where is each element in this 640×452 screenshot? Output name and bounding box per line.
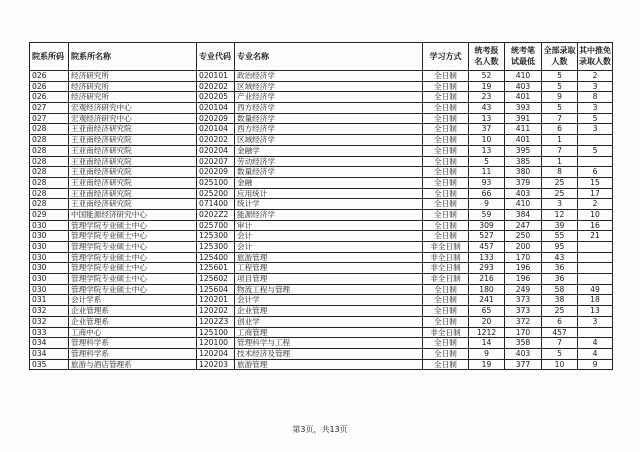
col-admitted-cell: 5 [542,348,578,359]
col-dept-code-cell: 033 [30,327,69,338]
col-applicants-cell: 43 [469,103,505,114]
col-study-mode-cell: 全日制 [423,167,469,178]
col-exempt-admitted-cell: 2 [578,199,613,210]
col-major-name-cell: 审计 [235,220,423,231]
col-exempt-admitted-cell: 8 [578,92,613,103]
col-min-score-cell: 385 [505,156,542,167]
col-major-code-cell: 020204 [197,145,235,156]
col-major-code-cell: 020104 [197,103,235,114]
col-min-score-cell: 401 [505,135,542,146]
col-admitted-cell: 43 [542,252,578,263]
col-dept-name-cell: 管理学院专业硕士中心 [69,242,197,253]
col-admitted-cell: 36 [542,274,578,285]
col-admitted-cell: 7 [542,113,578,124]
col-dept-name-cell: 旅游与酒店管理系 [69,359,197,370]
col-major-name-cell: 物流工程与管理 [235,284,423,295]
page-footer: 第3页，共13页 [292,425,348,434]
col-dept-name-cell: 经济研究所 [69,71,197,82]
col-min-score-cell: 358 [505,338,542,349]
col-applicants-cell: 52 [469,71,505,82]
table-body [30,71,613,370]
col-study-mode-cell: 全日制 [423,177,469,188]
col-dept-name-cell: 管理学院专业硕士中心 [69,263,197,274]
col-exempt-admitted-cell [578,135,613,146]
col-exempt-admitted-cell: 5 [578,113,613,124]
col-study-mode-cell: 全日制 [423,199,469,210]
col-admitted-cell: 1 [542,135,578,146]
col-dept-name-cell: 中国能源经济研究中心 [69,209,197,220]
col-dept-name-cell: 王亚南经济研究院 [69,124,197,135]
col-min-score-cell: 384 [505,209,542,220]
col-study-mode-cell: 非全日制 [423,263,469,274]
col-dept-code-cell: 028 [30,188,69,199]
header-col-dept-name: 院系所名称 [69,43,197,71]
col-exempt-admitted-cell: 3 [578,103,613,114]
col-applicants-cell: 19 [469,81,505,92]
col-dept-code-cell: 031 [30,295,69,306]
col-major-name-cell: 技术经济及管理 [235,348,423,359]
col-applicants-cell: 13 [469,145,505,156]
col-min-score-cell: 380 [505,167,542,178]
col-dept-name-cell: 会计学系 [69,295,197,306]
col-study-mode-cell: 全日制 [423,359,469,370]
col-exempt-admitted-cell [578,263,613,274]
col-min-score-cell: 379 [505,177,542,188]
table-row [30,252,613,263]
col-dept-name-cell: 王亚南经济研究院 [69,135,197,146]
col-admitted-cell: 95 [542,242,578,253]
table-row [30,306,613,317]
table-row [30,199,613,210]
col-admitted-cell: 5 [542,103,578,114]
col-dept-name-cell: 管理学院专业硕士中心 [69,284,197,295]
col-study-mode-cell: 全日制 [423,284,469,295]
col-dept-code-cell: 032 [30,306,69,317]
col-exempt-admitted-cell: 3 [578,316,613,327]
col-min-score-cell: 249 [505,284,542,295]
col-study-mode-cell: 全日制 [423,188,469,199]
col-applicants-cell: 23 [469,92,505,103]
col-min-score-cell: 196 [505,263,542,274]
col-major-code-cell: 071400 [197,199,235,210]
col-major-code-cell: 120202 [197,306,235,317]
col-exempt-admitted-cell: 3 [578,124,613,135]
col-dept-code-cell: 026 [30,71,69,82]
col-major-code-cell: 120203 [197,359,235,370]
col-major-name-cell: 数量经济学 [235,113,423,124]
col-study-mode-cell: 全日制 [423,338,469,349]
col-major-name-cell: 数量经济学 [235,167,423,178]
col-applicants-cell: 93 [469,177,505,188]
col-dept-name-cell: 宏观经济研究中心 [69,103,197,114]
col-admitted-cell: 7 [542,338,578,349]
col-min-score-cell: 393 [505,103,542,114]
header-col-study-mode: 学习方式 [423,43,469,71]
col-major-name-cell: 管理科学与工程 [235,338,423,349]
col-dept-code-cell: 034 [30,348,69,359]
col-admitted-cell: 6 [542,316,578,327]
col-dept-code-cell: 030 [30,284,69,295]
col-exempt-admitted-cell: 18 [578,295,613,306]
table-row [30,348,613,359]
col-study-mode-cell: 全日制 [423,209,469,220]
col-applicants-cell: 19 [469,359,505,370]
col-major-code-cell: 020209 [197,113,235,124]
col-admitted-cell: 3 [542,199,578,210]
col-major-code-cell: 020209 [197,167,235,178]
table-row [30,135,613,146]
col-major-name-cell: 会计学 [235,295,423,306]
col-dept-name-cell: 王亚南经济研究院 [69,199,197,210]
col-admitted-cell: 39 [542,220,578,231]
col-major-name-cell: 区域经济学 [235,81,423,92]
col-dept-code-cell: 030 [30,274,69,285]
col-dept-name-cell: 王亚南经济研究院 [69,177,197,188]
col-major-code-cell: 025700 [197,220,235,231]
col-dept-code-cell: 028 [30,135,69,146]
col-applicants-cell: 59 [469,209,505,220]
col-study-mode-cell: 全日制 [423,92,469,103]
col-exempt-admitted-cell: 15 [578,177,613,188]
col-min-score-cell: 403 [505,188,542,199]
col-major-name-cell: 金融学 [235,145,423,156]
col-admitted-cell: 8 [542,167,578,178]
col-min-score-cell: 247 [505,220,542,231]
col-study-mode-cell: 非全日制 [423,274,469,285]
col-study-mode-cell: 全日制 [423,348,469,359]
col-study-mode-cell: 全日制 [423,220,469,231]
col-major-code-cell: 120201 [197,295,235,306]
header-col-major-code: 专业代码 [197,43,235,71]
col-dept-name-cell: 管理学院专业硕士中心 [69,231,197,242]
col-exempt-admitted-cell: 21 [578,231,613,242]
table-row [30,359,613,370]
col-major-name-cell: 政治经济学 [235,71,423,82]
col-min-score-cell: 403 [505,81,542,92]
col-admitted-cell: 58 [542,284,578,295]
col-major-code-cell: 125400 [197,252,235,263]
col-major-code-cell: 020104 [197,124,235,135]
col-min-score-cell: 196 [505,274,542,285]
col-admitted-cell: 5 [542,81,578,92]
col-dept-name-cell: 宏观经济研究中心 [69,113,197,124]
col-dept-code-cell: 026 [30,81,69,92]
col-exempt-admitted-cell: 13 [578,306,613,317]
col-applicants-cell: 180 [469,284,505,295]
col-min-score-cell: 170 [505,252,542,263]
col-applicants-cell: 20 [469,316,505,327]
col-major-code-cell: 020101 [197,71,235,82]
table-row [30,242,613,253]
col-exempt-admitted-cell: 4 [578,338,613,349]
col-dept-code-cell: 027 [30,113,69,124]
table-row [30,231,613,242]
col-dept-name-cell: 王亚南经济研究院 [69,156,197,167]
table-row [30,103,613,114]
col-exempt-admitted-cell: 2 [578,71,613,82]
col-applicants-cell: 9 [469,199,505,210]
col-min-score-cell: 410 [505,71,542,82]
col-applicants-cell: 241 [469,295,505,306]
col-dept-name-cell: 王亚南经济研究院 [69,188,197,199]
col-major-code-cell: 120100 [197,338,235,349]
col-major-code-cell: 020207 [197,156,235,167]
col-dept-name-cell: 管理学院专业硕士中心 [69,274,197,285]
col-min-score-cell: 410 [505,199,542,210]
col-min-score-cell: 372 [505,316,542,327]
table-row [30,81,613,92]
col-dept-code-cell: 034 [30,338,69,349]
col-dept-code-cell: 030 [30,252,69,263]
col-min-score-cell: 373 [505,306,542,317]
col-exempt-admitted-cell: 4 [578,348,613,359]
table-row [30,71,613,82]
col-dept-code-cell: 028 [30,177,69,188]
col-major-code-cell: 025100 [197,177,235,188]
col-admitted-cell: 38 [542,295,578,306]
col-applicants-cell: 457 [469,242,505,253]
col-major-name-cell: 能源经济学 [235,209,423,220]
col-admitted-cell: 7 [542,145,578,156]
col-exempt-admitted-cell: 3 [578,81,613,92]
col-major-name-cell: 项目管理 [235,274,423,285]
col-study-mode-cell: 全日制 [423,124,469,135]
table-row [30,177,613,188]
col-study-mode-cell: 全日制 [423,306,469,317]
col-min-score-cell: 403 [505,348,542,359]
table-row [30,316,613,327]
col-min-score-cell: 250 [505,231,542,242]
col-min-score-cell: 170 [505,327,542,338]
col-dept-name-cell: 经济研究所 [69,81,197,92]
col-applicants-cell: 14 [469,338,505,349]
table-row [30,327,613,338]
col-major-code-cell: 125601 [197,263,235,274]
col-dept-name-cell: 管理学院专业硕士中心 [69,252,197,263]
col-exempt-admitted-cell: 16 [578,220,613,231]
col-min-score-cell: 401 [505,92,542,103]
col-study-mode-cell: 全日制 [423,295,469,306]
table-row [30,167,613,178]
col-admitted-cell: 1 [542,156,578,167]
col-admitted-cell: 457 [542,327,578,338]
table-row [30,156,613,167]
col-major-code-cell: 125300 [197,242,235,253]
col-major-name-cell: 产业经济学 [235,92,423,103]
col-min-score-cell: 200 [505,242,542,253]
table-row [30,263,613,274]
col-major-code-cell: 125100 [197,327,235,338]
col-admitted-cell: 25 [542,177,578,188]
col-applicants-cell: 133 [469,252,505,263]
col-major-name-cell: 区域经济学 [235,135,423,146]
col-dept-code-cell: 028 [30,167,69,178]
col-study-mode-cell: 全日制 [423,103,469,114]
col-major-name-cell: 旅游管理 [235,359,423,370]
col-major-name-cell: 旅游管理 [235,252,423,263]
col-major-name-cell: 创业学 [235,316,423,327]
col-dept-code-cell: 029 [30,209,69,220]
col-admitted-cell: 6 [542,124,578,135]
col-major-name-cell: 企业管理 [235,306,423,317]
col-major-name-cell: 应用统计 [235,188,423,199]
header-col-applicants: 统考报 名人数 [469,43,505,71]
col-exempt-admitted-cell [578,274,613,285]
col-admitted-cell: 5 [542,71,578,82]
col-admitted-cell: 25 [542,306,578,317]
col-applicants-cell: 216 [469,274,505,285]
col-min-score-cell: 377 [505,359,542,370]
col-study-mode-cell: 全日制 [423,145,469,156]
col-exempt-admitted-cell: 6 [578,167,613,178]
col-exempt-admitted-cell: 49 [578,284,613,295]
col-dept-code-cell: 035 [30,359,69,370]
col-major-code-cell: 120204 [197,348,235,359]
col-major-code-cell: 1202Z3 [197,316,235,327]
admission-table [29,42,613,370]
table-row [30,209,613,220]
table-row [30,92,613,103]
col-dept-name-cell: 企业管理系 [69,306,197,317]
table-row [30,188,613,199]
col-dept-code-cell: 028 [30,156,69,167]
col-applicants-cell: 9 [469,348,505,359]
col-major-name-cell: 会计 [235,231,423,242]
col-applicants-cell: 66 [469,188,505,199]
col-exempt-admitted-cell: 10 [578,209,613,220]
col-exempt-admitted-cell [578,327,613,338]
table-row [30,124,613,135]
col-min-score-cell: 395 [505,145,542,156]
table-row [30,338,613,349]
col-dept-name-cell: 王亚南经济研究院 [69,145,197,156]
table-row [30,113,613,124]
col-applicants-cell: 11 [469,167,505,178]
header-col-exempt-admitted: 其中推免 录取人数 [578,43,613,71]
col-study-mode-cell: 全日制 [423,156,469,167]
col-applicants-cell: 5 [469,156,505,167]
col-exempt-admitted-cell: 17 [578,188,613,199]
col-major-name-cell: 会计 [235,242,423,253]
col-major-name-cell: 工程管理 [235,263,423,274]
col-exempt-admitted-cell [578,156,613,167]
header-col-dept-code: 院系所码 [30,43,69,71]
col-major-name-cell: 统计学 [235,199,423,210]
col-applicants-cell: 1212 [469,327,505,338]
col-dept-name-cell: 经济研究所 [69,92,197,103]
col-major-code-cell: 125300 [197,231,235,242]
col-dept-code-cell: 028 [30,124,69,135]
col-dept-code-cell: 030 [30,220,69,231]
col-dept-code-cell: 026 [30,92,69,103]
col-admitted-cell: 10 [542,359,578,370]
col-major-code-cell: 125602 [197,274,235,285]
col-study-mode-cell: 非全日制 [423,327,469,338]
col-major-code-cell: 020202 [197,81,235,92]
col-applicants-cell: 13 [469,113,505,124]
header-col-admitted: 全部录取 人数 [542,43,578,71]
col-study-mode-cell: 全日制 [423,316,469,327]
col-study-mode-cell: 全日制 [423,135,469,146]
col-admitted-cell: 12 [542,209,578,220]
col-major-code-cell: 025200 [197,188,235,199]
col-major-name-cell: 西方经济学 [235,103,423,114]
col-exempt-admitted-cell [578,242,613,253]
col-dept-code-cell: 028 [30,145,69,156]
col-dept-name-cell: 企业管理系 [69,316,197,327]
header-col-major-name: 专业名称 [235,43,423,71]
header-col-min-score: 统考笔 试最低 [505,43,542,71]
col-exempt-admitted-cell: 9 [578,359,613,370]
col-dept-name-cell: 王亚南经济研究院 [69,167,197,178]
col-dept-name-cell: 管理科学系 [69,348,197,359]
col-dept-code-cell: 032 [30,316,69,327]
col-study-mode-cell: 全日制 [423,81,469,92]
col-major-code-cell: 020205 [197,92,235,103]
col-applicants-cell: 527 [469,231,505,242]
table-row [30,274,613,285]
col-dept-code-cell: 030 [30,263,69,274]
col-min-score-cell: 391 [505,113,542,124]
col-dept-code-cell: 030 [30,242,69,253]
col-dept-name-cell: 管理学院专业硕士中心 [69,220,197,231]
col-exempt-admitted-cell [578,252,613,263]
col-major-name-cell: 劳动经济学 [235,156,423,167]
col-admitted-cell: 55 [542,231,578,242]
col-study-mode-cell: 非全日制 [423,242,469,253]
table-row [30,295,613,306]
col-dept-code-cell: 028 [30,199,69,210]
col-study-mode-cell: 非全日制 [423,252,469,263]
col-dept-name-cell: 工商中心 [69,327,197,338]
table-header [30,43,613,71]
col-major-code-cell: 125604 [197,284,235,295]
col-min-score-cell: 373 [505,295,542,306]
table-row [30,284,613,295]
col-applicants-cell: 309 [469,220,505,231]
col-major-code-cell: 0202Z2 [197,209,235,220]
col-applicants-cell: 37 [469,124,505,135]
table-row [30,220,613,231]
col-min-score-cell: 411 [505,124,542,135]
col-study-mode-cell: 全日制 [423,113,469,124]
col-study-mode-cell: 全日制 [423,231,469,242]
col-dept-name-cell: 管理科学系 [69,338,197,349]
col-exempt-admitted-cell: 5 [578,145,613,156]
col-dept-code-cell: 030 [30,231,69,242]
col-dept-code-cell: 027 [30,103,69,114]
col-major-name-cell: 西方经济学 [235,124,423,135]
col-major-code-cell: 020202 [197,135,235,146]
header-row [30,43,613,71]
col-applicants-cell: 65 [469,306,505,317]
col-major-name-cell: 工商管理 [235,327,423,338]
col-admitted-cell: 9 [542,92,578,103]
col-admitted-cell: 36 [542,263,578,274]
col-applicants-cell: 10 [469,135,505,146]
table-row [30,145,613,156]
col-major-name-cell: 金融 [235,177,423,188]
col-study-mode-cell: 全日制 [423,71,469,82]
col-applicants-cell: 293 [469,263,505,274]
col-admitted-cell: 25 [542,188,578,199]
